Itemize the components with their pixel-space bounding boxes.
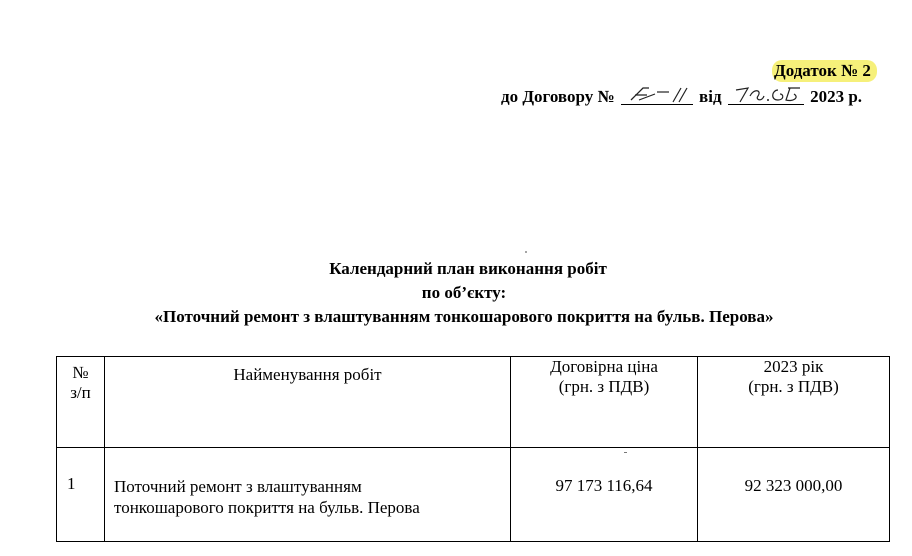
row-contract-price: 97 173 116,64: [555, 476, 653, 495]
scan-speck: [525, 251, 527, 253]
header-price-line2: (грн. з ПДВ): [558, 377, 650, 396]
table-row: [57, 448, 890, 542]
plan-title: Календарний план виконання робіт: [329, 259, 607, 278]
annex-label: Додаток № 2: [772, 60, 877, 82]
header-number-line2: з/п: [70, 383, 91, 402]
header-year-line1: 2023 рік: [763, 357, 824, 376]
row-name: [105, 448, 510, 518]
date-prefix: від: [699, 87, 722, 106]
contract-number-handwritten: [621, 86, 693, 105]
contract-number-handwriting: [621, 82, 693, 104]
header-cell-name: [105, 357, 511, 448]
row-name-line1: Поточний ремонт з влаштуванням: [114, 477, 362, 496]
table-header-row: [57, 357, 890, 448]
header-name-label: Найменування робіт: [233, 365, 382, 384]
object-name: «Поточний ремонт з влаштуванням тонкошарового покриття на бульв. Перова»: [154, 307, 774, 326]
row-number-cell: [57, 448, 105, 542]
header-price-line1: Договірна ціна: [550, 357, 658, 376]
row-year-cell: [698, 448, 890, 542]
row-name-cell: [105, 448, 511, 542]
contract-date-handwriting: [728, 82, 804, 104]
row-name-line2: тонкошарового покриття на бульв. Перова: [114, 498, 420, 517]
contract-reference-line: [501, 86, 862, 108]
header-number-line1: №: [72, 363, 89, 382]
header-cell-number: [57, 357, 105, 448]
year-suffix: 2023 р.: [810, 87, 863, 106]
contract-date-handwritten: [728, 86, 804, 105]
header-year-line2: (грн. з ПДВ): [748, 377, 839, 396]
plan-subtitle: по об’єкту:: [421, 283, 507, 302]
row-number: 1: [67, 474, 76, 493]
row-year-amount: 92 323 000,00: [744, 476, 843, 495]
header-cell-year: [698, 357, 890, 448]
scan-mark: [624, 452, 627, 453]
schedule-table: [56, 356, 890, 542]
contract-prefix: до Договору №: [501, 87, 615, 106]
row-price-cell: [511, 448, 698, 542]
header-cell-contract-price: [511, 357, 698, 448]
